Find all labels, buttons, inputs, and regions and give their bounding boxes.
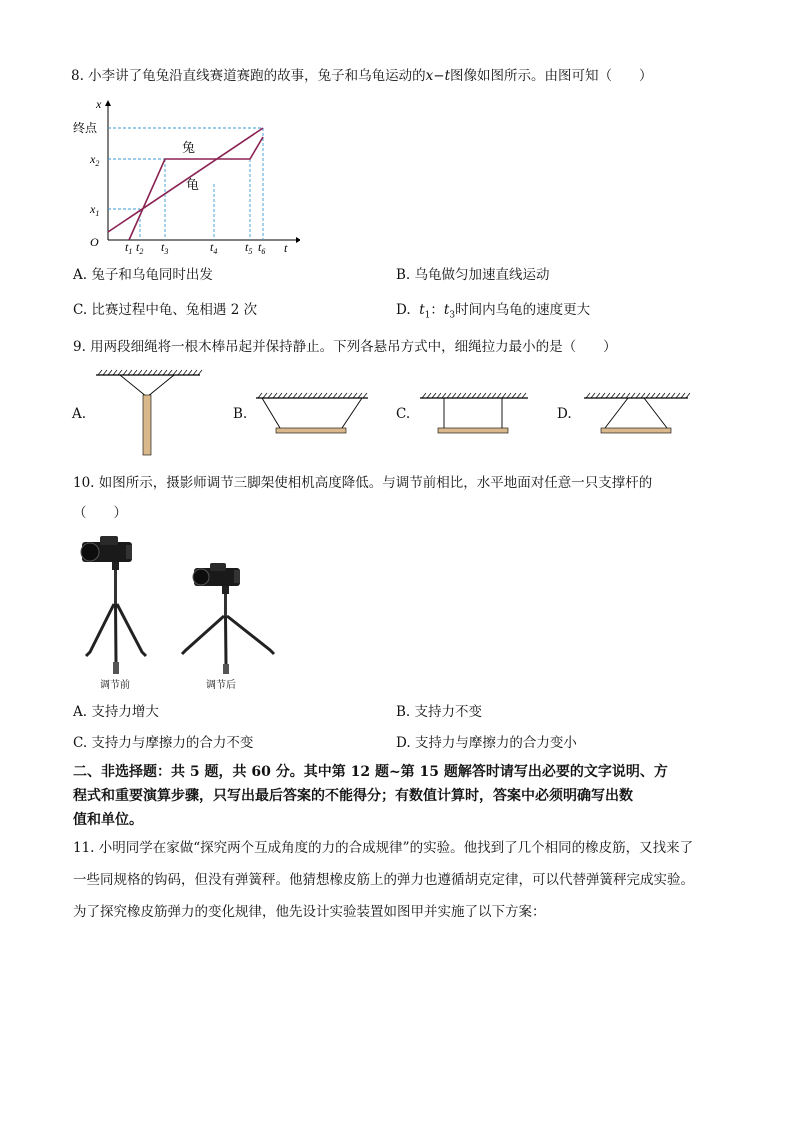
q8-label-rabbit: 兔 <box>182 140 196 155</box>
hatch-mark <box>681 393 685 398</box>
q9-option-c: C. <box>396 406 411 422</box>
q8-stem <box>71 67 653 85</box>
hatch-mark <box>283 393 287 398</box>
q11-line2: 一些同规格的钩码，但没有弹簧秤。他猜想橡皮筋上的弹力也遵循胡克定律，可以代替弹簧秤完成实验。 <box>73 872 694 888</box>
hatch-mark <box>596 393 600 398</box>
hatch-mark <box>497 393 501 398</box>
svg-text:t3 <box>161 240 168 254</box>
q10-caption-after: 调节后 <box>206 680 236 691</box>
q10a-camera-icon <box>81 536 132 562</box>
q8-label-t5-sub: 5 <box>248 247 253 254</box>
q8-option-b: B. 乌龟做匀加速直线运动 <box>396 267 550 283</box>
q8-option-d-text: 时间内乌龟的速度更大 <box>455 302 591 318</box>
q8-label-x2-sub: 2 <box>95 159 100 168</box>
q8-label-t5: t <box>245 240 249 254</box>
hatch-mark <box>98 370 102 375</box>
hatch-mark <box>348 393 352 398</box>
hatch-mark <box>601 393 605 398</box>
hatch-mark <box>636 393 640 398</box>
hatch-mark <box>621 393 625 398</box>
q10-option-c: C. 支持力与摩擦力的合力不变 <box>73 735 254 751</box>
q8-stem-variable: x−t <box>425 68 451 84</box>
q10a-column <box>114 570 117 604</box>
q9b-hatch <box>258 393 367 398</box>
q10-tripod-before <box>76 530 156 680</box>
hatch-mark <box>616 393 620 398</box>
q9-option-b: B. <box>233 406 248 422</box>
hatch-mark <box>323 393 327 398</box>
hatch-mark <box>487 393 491 398</box>
q9-figure-d <box>580 390 692 438</box>
q10a-head <box>112 562 119 570</box>
hatch-mark <box>666 393 670 398</box>
hatch-mark <box>268 393 272 398</box>
q10b-foot <box>223 664 229 674</box>
q8-x-arrow <box>105 100 111 106</box>
hatch-mark <box>113 370 117 375</box>
hatch-mark <box>522 393 526 398</box>
hatch-mark <box>353 393 357 398</box>
hatch-mark <box>183 370 187 375</box>
q9d-rope-left <box>605 398 628 428</box>
q8-option-d <box>396 301 590 325</box>
hatch-mark <box>303 393 307 398</box>
svg-text:x1 <box>89 202 99 218</box>
q10-tripod-after <box>176 560 280 680</box>
svg-text:t6 <box>258 240 265 254</box>
hatch-mark <box>492 393 496 398</box>
hatch-mark <box>128 370 132 375</box>
hatch-mark <box>343 393 347 398</box>
section2-heading-line3: 值和单位。 <box>73 812 143 828</box>
q8-label-t2: t <box>136 240 140 254</box>
hatch-mark <box>502 393 506 398</box>
q9-figure-c <box>416 390 532 438</box>
hatch-mark <box>293 393 297 398</box>
q9b-rod <box>276 428 346 433</box>
q9-stem: 9. 用两段细绳将一根木棒吊起并保持静止。下列各悬吊方式中，细绳拉力最小的是（ ） <box>73 339 617 355</box>
q8-label-t4-sub: 4 <box>213 247 218 254</box>
hatch-mark <box>258 393 262 398</box>
hatch-mark <box>193 370 197 375</box>
svg-text:t2 <box>136 240 143 254</box>
q9-figure-b <box>252 390 372 438</box>
q10-paren: （ ） <box>73 505 127 521</box>
hatch-mark <box>457 393 461 398</box>
q8-t-arrow <box>296 237 300 243</box>
hatch-mark <box>168 370 172 375</box>
q8-label-t2-sub: 2 <box>139 247 144 254</box>
q8-label-x2: x <box>90 152 96 166</box>
q11-line1: 11. 小明同学在家做“探究两个互成角度的力的合成规律”的实验。他找到了几个相同的橡皮筋，又找来了 <box>73 840 694 856</box>
hatch-mark <box>153 370 157 375</box>
q10a-leg-left <box>86 604 114 656</box>
q8-option-d-t3: t <box>443 302 450 318</box>
q10a-leg-right <box>117 604 146 656</box>
q8-label-t1-sub: 1 <box>128 247 133 254</box>
hatch-mark <box>188 370 192 375</box>
q8-label-t3-sub: 3 <box>164 247 169 254</box>
q9d-rope-right <box>644 398 667 428</box>
hatch-mark <box>452 393 456 398</box>
hatch-mark <box>651 393 655 398</box>
hatch-mark <box>143 370 147 375</box>
hatch-mark <box>611 393 615 398</box>
q10b-column <box>224 594 227 616</box>
q8-label-x1-sub: 1 <box>95 209 100 218</box>
q8-option-d-t1: t <box>419 302 425 318</box>
q8-label-tortoise: 龟 <box>186 177 200 192</box>
q8-option-d-t1-sub: 1 <box>424 310 431 321</box>
hatch-mark <box>173 370 177 375</box>
hatch-mark <box>671 393 675 398</box>
svg-text:t1 <box>125 240 132 254</box>
q8-label-t-axis: t <box>284 241 288 254</box>
q8-label-x1: x <box>90 202 96 216</box>
q10-caption-before: 调节前 <box>100 680 130 691</box>
hatch-mark <box>118 370 122 375</box>
q9a-rope-right <box>147 375 174 397</box>
q9-option-d: D. <box>557 406 572 422</box>
q8-option-a: A. 兔子和乌龟同时出发 <box>73 267 213 283</box>
hatch-mark <box>328 393 332 398</box>
q10a-leg-mid <box>116 604 117 662</box>
hatch-mark <box>517 393 521 398</box>
hatch-mark <box>676 393 680 398</box>
q9d-rod <box>601 428 671 433</box>
hatch-mark <box>138 370 142 375</box>
hatch-mark <box>482 393 486 398</box>
hatch-mark <box>123 370 127 375</box>
q9b-rope-left <box>262 398 280 428</box>
hatch-mark <box>427 393 431 398</box>
hatch-mark <box>512 393 516 398</box>
hatch-mark <box>133 370 137 375</box>
hatch-mark <box>313 393 317 398</box>
hatch-mark <box>288 393 292 398</box>
q10-stem: 10. 如图所示，摄影师调节三脚架使相机高度降低。与调节前相比，水平地面对任意一只支撑杆的 <box>73 475 653 491</box>
svg-text:t5 <box>245 240 252 254</box>
q9d-hatch <box>586 393 690 398</box>
q9a-hatch <box>98 370 202 375</box>
q10b-camera-icon <box>193 563 240 586</box>
q8-label-t6-sub: 6 <box>261 247 266 254</box>
hatch-mark <box>472 393 476 398</box>
svg-text:x2 <box>89 152 99 168</box>
q10a-foot <box>113 662 119 674</box>
hatch-mark <box>656 393 660 398</box>
q8-label-t4: t <box>210 240 214 254</box>
q8-option-c: C. 比赛过程中龟、兔相遇 2 次 <box>73 302 258 318</box>
hatch-mark <box>626 393 630 398</box>
q8-label-origin: O <box>90 235 99 249</box>
hatch-mark <box>263 393 267 398</box>
hatch-mark <box>432 393 436 398</box>
hatch-mark <box>103 370 107 375</box>
q8-stem-text-a: 8. 小李讲了龟兔沿直线赛道赛跑的故事，兔子和乌龟运动的 <box>71 68 426 84</box>
hatch-mark <box>442 393 446 398</box>
hatch-mark <box>606 393 610 398</box>
q10b-head <box>222 586 229 594</box>
hatch-mark <box>467 393 471 398</box>
hatch-mark <box>447 393 451 398</box>
hatch-mark <box>591 393 595 398</box>
hatch-mark <box>298 393 302 398</box>
svg-text:t4 <box>210 240 217 254</box>
hatch-mark <box>422 393 426 398</box>
hatch-mark <box>108 370 112 375</box>
hatch-mark <box>148 370 152 375</box>
q9-option-a: A. <box>72 406 87 422</box>
hatch-mark <box>278 393 282 398</box>
section2-heading-line1: 二、非选择题：共 5 题，共 60 分。其中第 12 题~第 15 题解答时请写出必要的文字说明、方 <box>73 764 668 780</box>
hatch-mark <box>641 393 645 398</box>
q8-xt-graph <box>70 94 300 254</box>
hatch-mark <box>333 393 337 398</box>
hatch-mark <box>646 393 650 398</box>
hatch-mark <box>437 393 441 398</box>
q10-option-a: A. 支持力增大 <box>73 704 159 720</box>
q8-label-x-axis: x <box>96 97 102 111</box>
q9-figure-a <box>92 367 204 457</box>
q9a-rod <box>143 395 151 455</box>
q8-option-d-t3-sub: 3 <box>449 310 456 321</box>
q9c-rod <box>438 428 508 433</box>
hatch-mark <box>338 393 342 398</box>
hatch-mark <box>163 370 167 375</box>
hatch-mark <box>586 393 590 398</box>
hatch-mark <box>158 370 162 375</box>
q8-label-t6: t <box>258 240 262 254</box>
q8-option-d-colon: ： <box>430 302 444 318</box>
q9c-hatch <box>422 393 526 398</box>
q8-option-d-letter: D. <box>396 302 411 318</box>
q10b-leg-left <box>182 616 224 654</box>
hatch-mark <box>631 393 635 398</box>
hatch-mark <box>273 393 277 398</box>
hatch-mark <box>358 393 362 398</box>
hatch-mark <box>318 393 322 398</box>
q9b-rope-right <box>342 398 362 428</box>
hatch-mark <box>462 393 466 398</box>
q8-stem-text-b: 图像如图所示。由图可知（ ） <box>450 68 653 84</box>
q8-label-t1: t <box>125 240 129 254</box>
q9a-rope-left <box>120 375 147 397</box>
q10-option-d: D. 支持力与摩擦力的合力变小 <box>396 735 577 751</box>
q8-label-t3: t <box>161 240 165 254</box>
hatch-mark <box>477 393 481 398</box>
q8-label-finish: 终点 <box>73 121 98 135</box>
hatch-mark <box>686 393 690 398</box>
hatch-mark <box>363 393 367 398</box>
hatch-mark <box>198 370 202 375</box>
hatch-mark <box>661 393 665 398</box>
q11-line3: 为了探究橡皮筋弹力的变化规律，他先设计实验装置如图甲并实施了以下方案： <box>73 904 546 920</box>
q10-option-b: B. 支持力不变 <box>396 704 483 720</box>
q10b-leg-right <box>227 616 274 654</box>
q10b-leg-mid <box>226 616 227 664</box>
hatch-mark <box>507 393 511 398</box>
hatch-mark <box>178 370 182 375</box>
section2-heading-line2: 程式和重要演算步骤，只写出最后答案的不能得分；有数值计算时，答案中必须明确写出数 <box>73 788 633 804</box>
hatch-mark <box>308 393 312 398</box>
